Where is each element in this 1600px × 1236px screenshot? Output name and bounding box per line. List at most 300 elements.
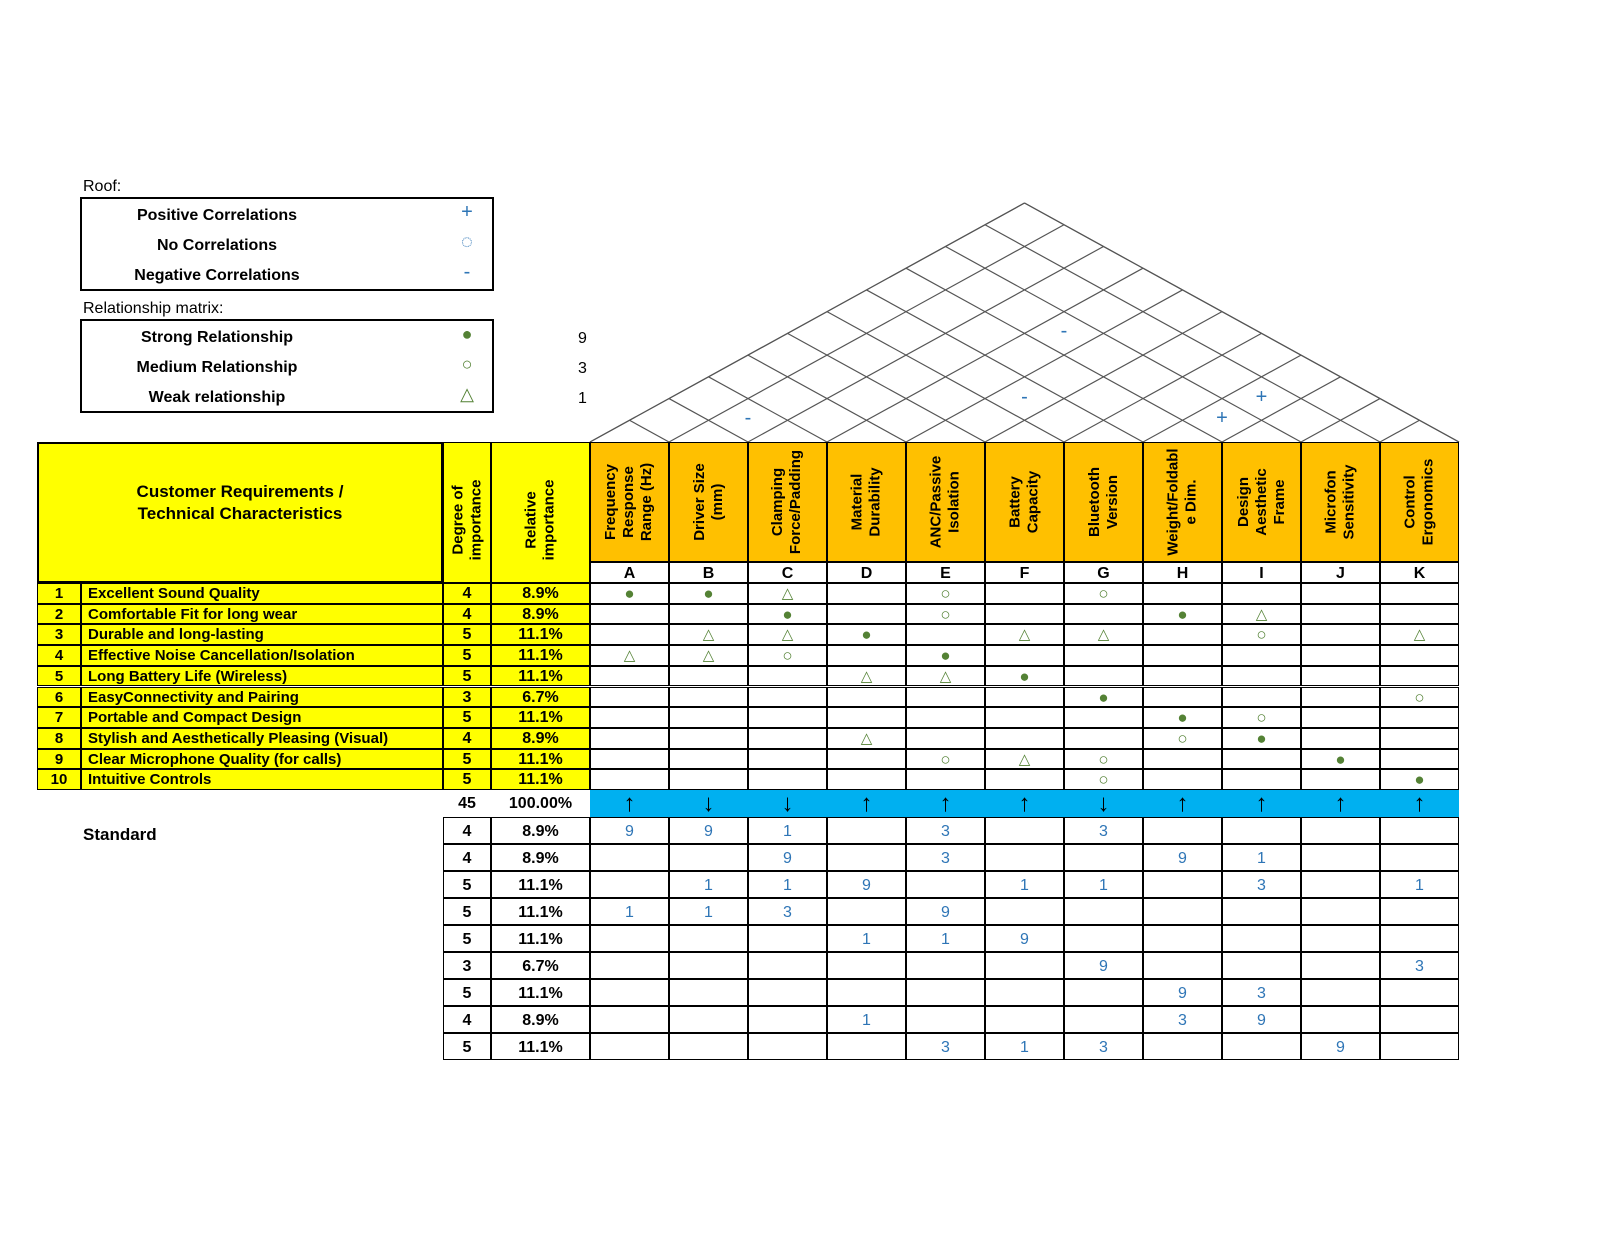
minus-icon: - <box>463 261 471 283</box>
weak-relationship-icon: △ <box>1018 626 1031 644</box>
tech-header-line: Ergonomics <box>1419 458 1437 546</box>
standard-value-cell <box>590 979 669 1006</box>
standard-value-cell <box>906 979 985 1006</box>
relationship-cell <box>985 687 1064 708</box>
tech-header-line: Capacity <box>1024 470 1042 534</box>
relationship-cell <box>1301 604 1380 625</box>
strong-relationship-icon: ● <box>1177 708 1188 728</box>
relative-importance-header <box>491 442 590 583</box>
standard-value-cell <box>1064 925 1143 952</box>
direction-arrow-icon: ↓ <box>1097 790 1110 817</box>
relationship-cell <box>1064 604 1143 625</box>
degree-of-importance: 5 <box>443 645 491 666</box>
tech-header-label <box>691 463 727 541</box>
standard-label: Standard <box>83 825 157 844</box>
relative-importance: 11.1% <box>491 769 590 790</box>
relationship-cell <box>1143 687 1222 708</box>
degree-of-importance: 4 <box>443 604 491 625</box>
relationship-cell <box>590 769 669 790</box>
standard-value-cell <box>827 817 906 844</box>
medium-relationship-icon: ○ <box>940 749 951 769</box>
relationship-cell <box>1301 749 1380 770</box>
legend-negative-label: Negative Correlations <box>134 267 300 284</box>
relative-importance: 11.1% <box>491 645 590 666</box>
standard-value-cell: 1 <box>669 871 748 898</box>
standard-value-cell <box>1222 952 1301 979</box>
relationship-cell <box>906 687 985 708</box>
relationship-cell <box>748 666 827 687</box>
standard-value-cell: 1 <box>590 898 669 925</box>
tech-header-label <box>1085 467 1121 537</box>
standard-value-cell: 1 <box>906 925 985 952</box>
standard-relative: 8.9% <box>491 844 590 871</box>
requirement-number: 5 <box>37 666 81 687</box>
dotted-circle-icon: ◌ <box>461 231 473 253</box>
roof-grid-line <box>709 377 828 442</box>
relationship-cell <box>1143 666 1222 687</box>
plus-icon: + <box>461 201 473 223</box>
standard-degree: 4 <box>443 844 491 871</box>
relationship-cell <box>748 707 827 728</box>
standard-degree: 3 <box>443 952 491 979</box>
standard-value-cell: 9 <box>1143 844 1222 871</box>
standard-value-cell <box>1064 979 1143 1006</box>
relationship-cell <box>1222 666 1301 687</box>
relationship-cell <box>669 707 748 728</box>
roof-grid-line <box>946 246 1302 442</box>
tech-header-label <box>1323 464 1359 539</box>
requirement-text: Comfortable Fit for long wear <box>81 604 443 625</box>
relationship-cell <box>748 728 827 749</box>
standard-value-cell <box>1380 1033 1459 1060</box>
requirement-number: 8 <box>37 728 81 749</box>
tech-header-line: Sensitivity <box>1340 464 1358 540</box>
relationship-cell <box>906 624 985 645</box>
standard-value-cell <box>1301 925 1380 952</box>
standard-degree: 4 <box>443 817 491 844</box>
standard-value-cell <box>1222 925 1301 952</box>
relationship-cell <box>1222 687 1301 708</box>
strong-value: 9 <box>578 330 587 347</box>
standard-value-cell: 1 <box>985 1033 1064 1060</box>
standard-value-cell <box>1380 925 1459 952</box>
weak-relationship-icon: △ <box>1413 626 1426 644</box>
standard-value-cell <box>1143 952 1222 979</box>
relationship-cell <box>1380 624 1459 645</box>
roof-grid-line <box>1380 420 1420 442</box>
relative-label-line: Relative <box>522 491 540 549</box>
strong-relationship-icon: ● <box>624 584 635 603</box>
roof-grid-line <box>748 246 1104 442</box>
column-letter: B <box>669 562 748 583</box>
standard-value-cell: 9 <box>1143 979 1222 1006</box>
tech-header-line: Response <box>620 466 638 538</box>
tech-header-line: Isolation <box>945 471 963 533</box>
tech-header-line: Material <box>848 473 866 531</box>
relationship-cell <box>1301 707 1380 728</box>
standard-value-cell <box>590 1033 669 1060</box>
standard-value-cell <box>669 952 748 979</box>
standard-value-cell: 1 <box>985 871 1064 898</box>
legend-strong-label: Strong Relationship <box>141 329 293 346</box>
relationship-cell <box>1301 769 1380 790</box>
standard-value-cell <box>985 817 1064 844</box>
weak-relationship-icon: △ <box>860 667 873 685</box>
standard-value-cell: 9 <box>669 817 748 844</box>
standard-value-cell <box>1143 817 1222 844</box>
relationship-cell <box>906 728 985 749</box>
requirement-number: 3 <box>37 624 81 645</box>
roof-edge <box>1025 203 1460 442</box>
standard-relative: 6.7% <box>491 952 590 979</box>
standard-value-cell <box>827 952 906 979</box>
standard-value-cell <box>1222 898 1301 925</box>
degree-of-importance: 4 <box>443 583 491 604</box>
standard-value-cell <box>1301 979 1380 1006</box>
tech-header-line: Frequency <box>602 464 620 540</box>
standard-value-cell <box>1143 1033 1222 1060</box>
header-title-line2: Technical Characteristics <box>137 503 343 523</box>
tech-header-line: Force/Padding <box>787 449 805 555</box>
weak-relationship-icon: △ <box>860 729 873 747</box>
weak-relationship-icon: △ <box>939 667 952 685</box>
roof-grid-line <box>1222 377 1341 442</box>
relative-importance: 11.1% <box>491 624 590 645</box>
roof-grid-line <box>630 420 670 442</box>
standard-degree: 4 <box>443 1006 491 1033</box>
requirement-number: 4 <box>37 645 81 666</box>
direction-arrow-icon: ↑ <box>1334 790 1347 817</box>
tech-header-g <box>1064 442 1143 562</box>
legend-medium-label: Medium Relationship <box>136 359 298 376</box>
tech-header-line: e Dim. <box>1182 479 1200 525</box>
degree-importance-label <box>449 480 485 561</box>
relationship-cell <box>669 666 748 687</box>
standard-value-cell: 3 <box>748 898 827 925</box>
standard-value-cell <box>1301 1006 1380 1033</box>
relationship-cell <box>748 604 827 625</box>
standard-value-cell: 9 <box>1222 1006 1301 1033</box>
requirement-text: Clear Microphone Quality (for calls) <box>81 749 443 770</box>
relationship-cell <box>827 769 906 790</box>
relationship-cell <box>669 749 748 770</box>
tech-header-e <box>906 442 985 562</box>
relationship-cell <box>985 728 1064 749</box>
standard-value-cell <box>1143 925 1222 952</box>
triangle-icon: △ <box>460 384 474 404</box>
relationship-cell <box>1143 707 1222 728</box>
standard-value-cell: 3 <box>1222 979 1301 1006</box>
relationship-cell <box>748 749 827 770</box>
relationship-cell <box>748 583 827 604</box>
degree-label-line: Degree of <box>449 485 467 555</box>
standard-value-cell <box>1301 871 1380 898</box>
medium-relationship-icon: ○ <box>940 604 951 624</box>
relationship-cell <box>669 728 748 749</box>
requirement-number: 7 <box>37 707 81 728</box>
direction-arrow-icon: ↑ <box>1018 790 1031 817</box>
relationship-cell <box>985 769 1064 790</box>
direction-arrow-icon: ↓ <box>781 790 794 817</box>
standard-value-cell: 1 <box>1380 871 1459 898</box>
strong-relationship-icon: ● <box>703 584 714 603</box>
legend-none-label: No Correlations <box>156 237 277 254</box>
standard-value-cell: 1 <box>1064 871 1143 898</box>
relative-importance: 8.9% <box>491 604 590 625</box>
tech-header-line: Driver Size <box>690 463 708 541</box>
standard-value-cell: 9 <box>1064 952 1143 979</box>
standard-value-cell: 3 <box>1143 1006 1222 1033</box>
negative-correlation-icon: - <box>1021 385 1028 408</box>
standard-value-cell: 1 <box>827 1006 906 1033</box>
roof-grid-line <box>788 333 986 442</box>
column-letter: G <box>1064 562 1143 583</box>
relationship-cell <box>906 749 985 770</box>
negative-correlation-icon: - <box>744 407 752 430</box>
standard-value-cell: 3 <box>1222 871 1301 898</box>
tech-header-b <box>669 442 748 562</box>
relative-importance: 11.1% <box>491 666 590 687</box>
relationship-cell <box>669 645 748 666</box>
tech-header-line: Microfon <box>1322 470 1340 534</box>
standard-value-cell <box>748 952 827 979</box>
requirement-text: Intuitive Controls <box>81 769 443 790</box>
relative-importance: 11.1% <box>491 707 590 728</box>
standard-value-cell: 9 <box>906 898 985 925</box>
relationship-cell <box>1222 624 1301 645</box>
standard-value-cell: 9 <box>827 871 906 898</box>
relationship-cell <box>590 666 669 687</box>
standard-value-cell <box>985 952 1064 979</box>
degree-label-line: importance <box>467 479 485 561</box>
tech-header-line: Clamping <box>769 467 787 537</box>
tech-header-line: Control <box>1401 475 1419 529</box>
relative-importance: 6.7% <box>491 687 590 708</box>
legend-positive-label: Positive Correlations <box>136 207 298 224</box>
standard-value-cell: 1 <box>1222 844 1301 871</box>
standard-value-cell <box>985 844 1064 871</box>
relationship-cell <box>827 749 906 770</box>
relationship-cell <box>1380 604 1459 625</box>
standard-value-cell: 3 <box>906 844 985 871</box>
medium-relationship-icon: ○ <box>1098 584 1109 603</box>
degree-of-importance: 5 <box>443 769 491 790</box>
requirement-text: Durable and long-lasting <box>81 624 443 645</box>
direction-arrow-icon: ↑ <box>860 790 873 817</box>
relationship-cell <box>1143 604 1222 625</box>
standard-value-cell <box>590 925 669 952</box>
tech-header-line: Version <box>1103 474 1121 530</box>
relationship-cell <box>669 687 748 708</box>
standard-value-cell: 3 <box>1064 817 1143 844</box>
direction-arrow-icon: ↑ <box>623 790 636 817</box>
tech-header-label <box>770 450 806 554</box>
column-letter: E <box>906 562 985 583</box>
direction-arrow-icon: ↑ <box>1176 790 1189 817</box>
relative-importance: 8.9% <box>491 728 590 749</box>
column-letter: J <box>1301 562 1380 583</box>
weak-relationship-icon: △ <box>702 647 715 665</box>
standard-value-cell <box>1064 1006 1143 1033</box>
standard-degree: 5 <box>443 871 491 898</box>
legend-weak-label: Weak relationship <box>148 389 286 406</box>
open-circle-icon: ○ <box>461 354 473 374</box>
relationship-cell <box>1380 583 1459 604</box>
relationship-cell <box>1143 583 1222 604</box>
requirement-number: 1 <box>37 583 81 604</box>
relationship-cell <box>906 707 985 728</box>
tech-header-k <box>1380 442 1459 562</box>
standard-value-cell <box>1380 817 1459 844</box>
strong-relationship-icon: ● <box>1177 604 1188 624</box>
relationship-cell <box>1380 666 1459 687</box>
standard-value-cell <box>827 844 906 871</box>
relationship-cell <box>1222 728 1301 749</box>
standard-value-cell: 9 <box>748 844 827 871</box>
relative-label-line: importance <box>540 479 558 561</box>
relationship-cell <box>1064 666 1143 687</box>
relationship-cell <box>590 728 669 749</box>
relative-importance-label <box>522 480 558 561</box>
relationship-cell <box>1222 645 1301 666</box>
column-letter: D <box>827 562 906 583</box>
column-letter: C <box>748 562 827 583</box>
standard-value-cell: 3 <box>1380 952 1459 979</box>
tech-header-label <box>1402 459 1438 546</box>
tech-header-line: ANC/Passive <box>927 455 945 549</box>
roof-legend-title: Roof: <box>83 178 122 195</box>
relative-importance: 11.1% <box>491 749 590 770</box>
standard-value-cell <box>1380 1006 1459 1033</box>
positive-correlation-icon: + <box>1216 407 1228 430</box>
header-title-line1: Customer Requirements / <box>136 481 344 501</box>
weak-relationship-icon: △ <box>623 647 636 665</box>
standard-relative: 8.9% <box>491 817 590 844</box>
medium-relationship-icon: ○ <box>1177 728 1188 748</box>
relationship-cell <box>590 749 669 770</box>
column-letter: F <box>985 562 1064 583</box>
relationship-cell <box>1143 728 1222 749</box>
column-letter: I <box>1222 562 1301 583</box>
tech-header-label <box>1235 468 1289 536</box>
tech-header-line: (mm) <box>708 483 726 521</box>
weak-relationship-icon: △ <box>1255 605 1268 623</box>
requirement-text: Long Battery Life (Wireless) <box>81 666 443 687</box>
standard-value-cell <box>985 898 1064 925</box>
standard-value-cell <box>1380 979 1459 1006</box>
strong-relationship-icon: ● <box>1256 728 1267 748</box>
standard-relative: 11.1% <box>491 871 590 898</box>
standard-value-cell: 9 <box>590 817 669 844</box>
column-letter: K <box>1380 562 1459 583</box>
standard-value-cell <box>1064 898 1143 925</box>
relationship-cell <box>827 645 906 666</box>
weak-relationship-icon: △ <box>1018 750 1031 768</box>
total-degree: 45 <box>458 795 476 812</box>
standard-degree: 5 <box>443 925 491 952</box>
direction-arrow-icon: ↑ <box>1413 790 1426 817</box>
relationship-cell <box>748 645 827 666</box>
relationship-cell <box>906 645 985 666</box>
relationship-cell <box>985 624 1064 645</box>
relationship-cell <box>669 624 748 645</box>
tech-header-line: Aesthetic <box>1252 468 1270 536</box>
relationship-cell <box>1143 645 1222 666</box>
requirement-number: 2 <box>37 604 81 625</box>
standard-value-cell <box>1301 844 1380 871</box>
standard-degree: 5 <box>443 1033 491 1060</box>
tech-header-label <box>928 456 964 549</box>
standard-degree: 5 <box>443 979 491 1006</box>
strong-relationship-icon: ● <box>1414 770 1425 790</box>
relationship-cell <box>748 769 827 790</box>
tech-header-d <box>827 442 906 562</box>
weak-relationship-icon: △ <box>702 626 715 644</box>
standard-value-cell <box>590 952 669 979</box>
relationship-cell <box>1380 645 1459 666</box>
relationship-cell <box>1301 624 1380 645</box>
degree-of-importance: 5 <box>443 624 491 645</box>
requirement-number: 10 <box>37 769 81 790</box>
medium-relationship-icon: ○ <box>782 646 793 666</box>
standard-degree: 5 <box>443 898 491 925</box>
relationship-cell <box>906 769 985 790</box>
weak-relationship-icon: △ <box>781 585 794 602</box>
relationship-cell <box>985 707 1064 728</box>
relationship-cell <box>827 728 906 749</box>
standard-value-cell <box>748 925 827 952</box>
relationship-cell <box>1301 583 1380 604</box>
standard-value-cell <box>1301 952 1380 979</box>
tech-header-label <box>1165 448 1201 555</box>
standard-value-cell <box>669 1033 748 1060</box>
relationship-cell <box>590 604 669 625</box>
relationship-cell <box>669 604 748 625</box>
degree-of-importance: 5 <box>443 749 491 770</box>
tech-header-i <box>1222 442 1301 562</box>
relationship-cell <box>1064 728 1143 749</box>
weak-relationship-icon: △ <box>1097 626 1110 644</box>
total-relative: 100.00% <box>508 795 573 812</box>
medium-relationship-icon: ○ <box>1256 625 1267 645</box>
standard-value-cell: 3 <box>906 817 985 844</box>
relationship-cell <box>985 749 1064 770</box>
positive-correlation-icon: + <box>1255 385 1268 408</box>
tech-header-line: Battery <box>1006 476 1024 528</box>
relative-importance: 8.9% <box>491 583 590 604</box>
relationship-cell <box>590 645 669 666</box>
standard-value-cell <box>1064 844 1143 871</box>
standard-value-cell <box>906 871 985 898</box>
relationship-cell <box>748 624 827 645</box>
requirement-text: EasyConnectivity and Pairing <box>81 687 443 708</box>
relationship-cell <box>1064 687 1143 708</box>
standard-value-cell <box>1222 817 1301 844</box>
standard-value-cell <box>1222 1033 1301 1060</box>
standard-value-cell <box>590 844 669 871</box>
roof-edge <box>590 203 1025 442</box>
weak-value: 1 <box>578 390 587 407</box>
medium-relationship-icon: ○ <box>1256 708 1267 728</box>
standard-value-cell <box>669 979 748 1006</box>
relationship-cell <box>1222 583 1301 604</box>
relationship-cell <box>1222 769 1301 790</box>
requirement-text: Portable and Compact Design <box>81 707 443 728</box>
strong-relationship-icon: ● <box>1098 687 1109 707</box>
relationship-cell <box>827 624 906 645</box>
relationship-cell <box>1380 749 1459 770</box>
relationship-cell <box>1064 749 1143 770</box>
